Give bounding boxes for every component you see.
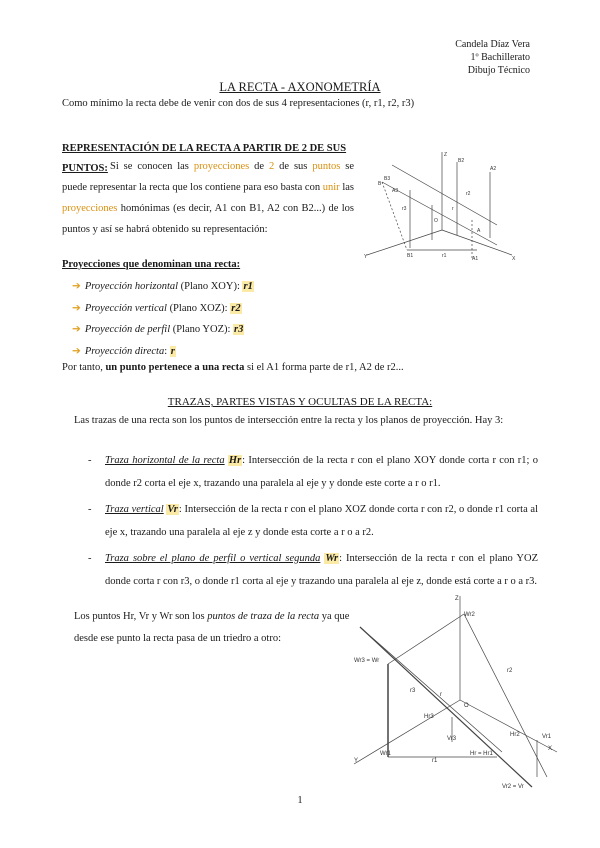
arrow-right-icon: ➔: [72, 281, 81, 292]
section-paragraph: Si se conocen las proyecciones de 2 de sus puntos se puede representar la recta que los contiene para eso basta con unir las proyecciones homónimas (es decir, A1 con B1, A2 con B2...) de los puntos y así se habrá obtenido su representación:: [62, 161, 354, 235]
fig2-label: r2: [507, 668, 513, 674]
course-name: 1º Bachillerato: [470, 52, 530, 63]
list-item: ➔ Proyección directa: r: [72, 345, 175, 357]
fig1-label: r1: [442, 253, 447, 259]
fig2-label: Wr1: [380, 751, 391, 757]
fig1-label: Y: [364, 254, 368, 260]
list-item: - Traza horizontal de la recta Hr: Intersección de la recta r con el plano XOY donde corta r con r1; o donde r2 corta el eje x, trazando una paralela al eje y y donde este corte a r o r1.: [88, 449, 538, 495]
fig1-label: r2: [466, 191, 471, 197]
trazas-list: [88, 449, 538, 596]
fig1-label: A2: [490, 166, 497, 172]
proyecciones-list: [72, 276, 254, 362]
page-title: LA RECTA - AXONOMETRÍA: [219, 80, 381, 94]
line-r: [360, 627, 532, 787]
fig1-label: O: [434, 218, 438, 224]
trazas-heading: TRAZAS, PARTES VISTAS Y OCULTAS DE LA RECTA:: [167, 396, 433, 408]
fig2-label: r3: [410, 688, 416, 694]
arrow-right-icon: ➔: [72, 345, 81, 357]
list-item: - Traza sobre el plano de perfil o vertical segunda Wr: Intersección de la recta r con el plano YOZ donde corta r con r3, o donde r1 corta al eje y trazando una paralela al eje z, donde está corte a r o a r3.: [88, 547, 538, 593]
fig2-label: O: [464, 703, 469, 709]
trazas-intro: Las trazas de una recta son los puntos de intersección entre la recta y los planos de proyección. Hay 3:: [74, 415, 504, 426]
section-heading-representacion: REPRESENTACIÓN DE LA RECTA A PARTIR DE 2 DE SUS PUNTOS:: [62, 143, 347, 174]
fig1-label: A3: [392, 188, 399, 194]
conclusion-text: Por tanto, un punto pertenece a una recta si el A1 forma parte de r1, A2 de r2...: [62, 362, 404, 373]
proyecciones-heading: Proyecciones que denominan una recta:: [62, 259, 241, 270]
fig2-label: Hr3: [424, 714, 434, 720]
fig2-label: Wr3 = Wr: [354, 658, 380, 664]
fig2-label: Y: [354, 758, 359, 764]
fig1-label: B: [378, 181, 382, 187]
fig1-label: X: [512, 256, 516, 262]
author-name: Candela Díaz Vera: [455, 39, 530, 50]
fig2-label: Hr = Hr1: [470, 751, 493, 757]
list-item: ➔ Proyección de perfil (Plano YOZ): r3: [72, 324, 244, 335]
fig1-label: B3: [384, 176, 391, 182]
fig2-label: Hr2: [510, 732, 520, 738]
list-item: ➔ Proyección vertical (Plano XOZ): r2: [72, 302, 241, 314]
fig1-label: B2: [458, 158, 465, 164]
intro-text: Como mínimo la recta debe de venir con dos de sus 4 representaciones (r, r1, r2, r3): [62, 98, 415, 109]
axis-x-line: [460, 700, 557, 752]
fig2-label: Z: [455, 596, 459, 602]
axonometric-diagram-1: [362, 150, 522, 268]
fig1-label: A1: [472, 256, 479, 262]
line-r: [382, 182, 497, 245]
fig2-label: Vr3: [447, 736, 457, 742]
fig2-label: r1: [432, 758, 438, 764]
fig2-label: Vr2 = Vr: [502, 784, 524, 790]
list-item: - Traza vertical Vr: Intersección de la recta r con el plano XOZ donde corta r con r2, o donde r1 corta al eje x, trazando una paralela al eje z y donde esta corte a r o a r2.: [88, 498, 538, 544]
fig2-label: r: [440, 692, 442, 698]
fig1-label: r3: [402, 206, 407, 212]
fig2-label: Wr2: [464, 612, 475, 618]
axonometric-diagram-2: [352, 592, 562, 792]
fig2-label: Vr1: [542, 734, 552, 740]
arrow-right-icon: ➔: [72, 324, 81, 335]
puntos-traza-text: Los puntos Hr, Vr y Wr son los puntos de traza de la recta ya que desde ese punto la recta pasa de un triedro a otro:: [74, 611, 350, 644]
fig2-label: X: [548, 746, 553, 752]
axis-y-line: [354, 700, 460, 764]
fig1-label: B1: [407, 253, 414, 259]
fig1-label: Z: [444, 152, 448, 158]
arrow-right-icon: ➔: [72, 302, 81, 314]
list-item: ➔ Proyección horizontal (Plano XOY): r1: [72, 281, 253, 292]
subject-name: Dibujo Técnico: [467, 65, 530, 76]
page-number: 1: [297, 795, 303, 806]
line-r3: [360, 627, 502, 752]
fig1-label: r: [452, 206, 454, 212]
header-block: [455, 38, 530, 77]
fig1-label: A: [477, 228, 481, 234]
